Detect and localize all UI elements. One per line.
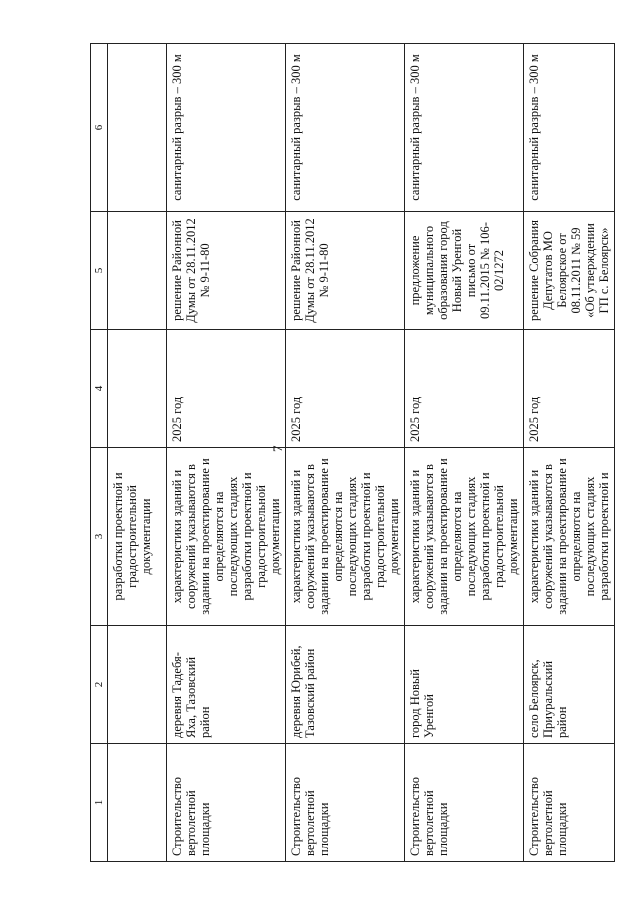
basis-cell [108, 212, 167, 330]
table-row [405, 44, 524, 862]
zone-cell: санитарный разрыв – 300 м [405, 44, 524, 212]
period-cell: 2025 год [405, 330, 524, 448]
basis-cell: решение Собрания Депутатов МО Белоярское от 08.11.2011 № 59 «Об утверждении ГП с. Белоярск» [524, 212, 615, 330]
location-cell: село Белоярск, Приуральский район [524, 626, 615, 744]
period-cell: 2025 год [286, 330, 405, 448]
characteristics-cell: характеристики зданий и сооружений указываются в задании на проектирование и определяются на последующих стадиях разработки проектной и [524, 448, 615, 626]
object-cell: Строительство вертолетной площадки [405, 744, 524, 862]
header-cell: 2 [91, 626, 108, 744]
period-cell [108, 330, 167, 448]
zone-cell: санитарный разрыв – 300 м [524, 44, 615, 212]
zone-cell: санитарный разрыв – 300 м [167, 44, 286, 212]
object-cell: Строительство вертолетной площадки [524, 744, 615, 862]
location-cell [108, 626, 167, 744]
header-row [91, 44, 108, 862]
table-row [167, 44, 286, 862]
header-cell: 1 [91, 744, 108, 862]
object-cell [108, 744, 167, 862]
header-cell: 5 [91, 212, 108, 330]
basis-cell: решение Районной Думы от 28.11.2012 № 9-11-80 [167, 212, 286, 330]
header-cell: 3 [91, 448, 108, 626]
table-row [108, 44, 167, 862]
period-cell: 2025 год [167, 330, 286, 448]
table-row [524, 44, 615, 862]
object-cell: Строительство вертолетной площадки [286, 744, 405, 862]
table-row [286, 44, 405, 862]
rotated-table-container [90, 44, 610, 862]
characteristics-cell: характеристики зданий и сооружений указываются в задании на проектирование и определяются на последующих стадиях разработки проектной и градостроительной документации [405, 448, 524, 626]
zone-cell: санитарный разрыв – 300 м [286, 44, 405, 212]
characteristics-cell: разработки проектной и градостроительной документации [108, 448, 167, 626]
header-cell: 6 [91, 44, 108, 212]
location-cell: город Новый Уренгой [405, 626, 524, 744]
planning-table [90, 43, 615, 862]
basis-cell: предложение муниципального образования город Новый Уренгой письмо от 09.11.2015 № 106-02/1272 [405, 212, 524, 330]
object-cell: Строительство вертолетной площадки [167, 744, 286, 862]
characteristics-cell: характеристики зданий и сооружений указываются в задании на проектирование и определяются на последующих стадиях разработки проектной и градостроительной документации [167, 448, 286, 626]
characteristics-cell: характеристики зданий и сооружений указываются в задании на проектирование и определяются на последующих стадиях разработки проектной и градостроительной документации [286, 448, 405, 626]
basis-cell: решение Районной Думы от 28.11.2012 № 9-11-80 [286, 212, 405, 330]
location-cell: деревня Юрибей, Тазовский район [286, 626, 405, 744]
location-cell: деревня Тадебя-Яха, Тазовский район [167, 626, 286, 744]
page-number: 7 [270, 445, 285, 452]
period-cell: 2025 год [524, 330, 615, 448]
header-cell: 4 [91, 330, 108, 448]
zone-cell [108, 44, 167, 212]
